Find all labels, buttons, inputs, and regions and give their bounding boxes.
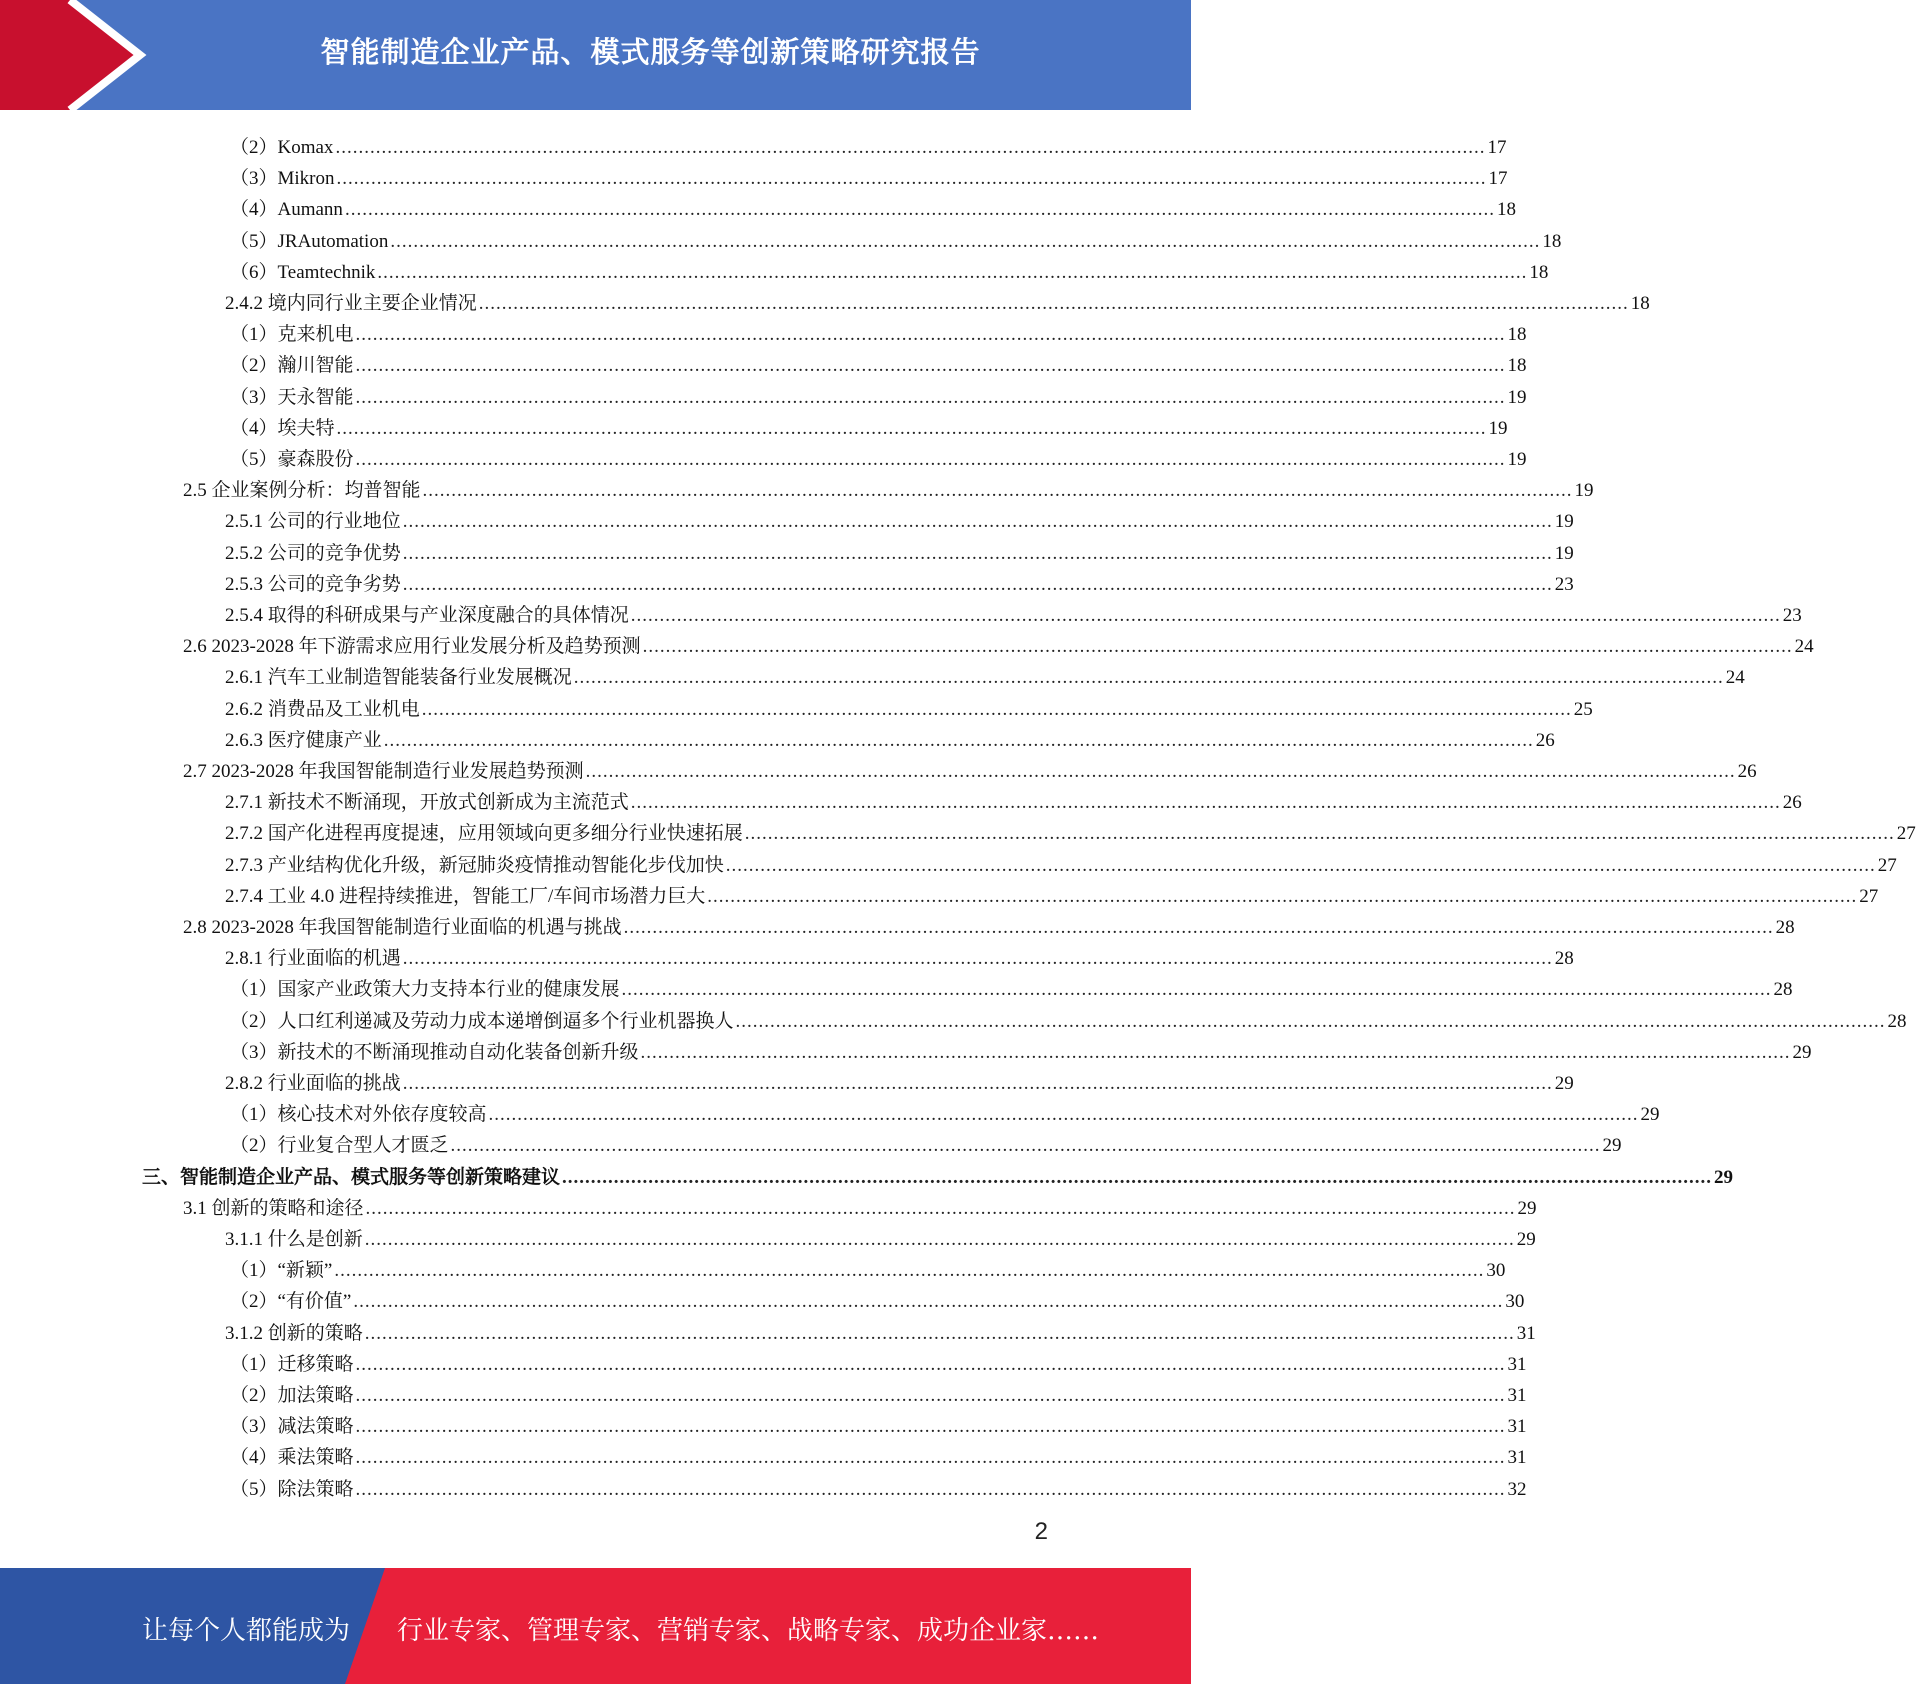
toc-leader-dots: ........................................................................................................................................................................................................	[336, 168, 1487, 190]
toc-entry-page: 29	[1516, 1229, 1536, 1250]
toc-entry-page: 27	[1896, 823, 1916, 845]
toc-leader-dots: ........................................................................................................................................................................................................	[355, 1385, 1506, 1406]
toc-entry-label: （1）国家产业政策大力支持本行业的健康发展	[230, 979, 620, 1001]
toc-entry-page: 27	[1859, 885, 1879, 907]
toc-entry[interactable]	[183, 627, 1814, 658]
toc-leader-dots: ........................................................................................................................................................................................................	[585, 761, 1736, 782]
toc-entry-label: 三、智能制造企业产品、模式服务等创新策略建议	[142, 1166, 561, 1188]
toc-entry[interactable]	[230, 128, 1507, 159]
toc-entry-label: （1）克来机电	[230, 324, 354, 346]
toc-entry-page: 18	[1507, 324, 1527, 346]
toc-entry-label: 2.4.2 境内同行业主要企业情况	[225, 293, 477, 314]
toc-entry-label: （4）乘法策略	[230, 1447, 354, 1469]
toc-entry[interactable]	[183, 752, 1757, 783]
toc-entry-page: 19	[1554, 542, 1574, 564]
toc-entry-label: （4）Aumann	[230, 199, 343, 221]
toc-entry-label: （3）新技术的不断涌现推动自动化装备创新升级	[230, 1041, 639, 1063]
toc-entry[interactable]	[225, 783, 1802, 814]
toc-entry-page: 25	[1573, 698, 1593, 720]
toc-entry-page: 19	[1488, 417, 1508, 439]
toc-entry-page: 19	[1554, 511, 1574, 533]
toc-entry-label: 2.5.1 公司的行业地位	[225, 511, 401, 533]
toc-entry-label: 2.5.4 取得的科研成果与产业深度融合的具体情况	[225, 605, 629, 626]
toc-leader-dots: ........................................................................................................................................................................................................	[355, 355, 1506, 377]
toc-entry-page: 26	[1737, 761, 1757, 782]
toc-entry[interactable]	[230, 1095, 1660, 1126]
header-arrow-decoration	[0, 0, 160, 110]
toc-entry[interactable]	[230, 409, 1508, 440]
toc-entry-page: 28	[1887, 1010, 1907, 1032]
toc-entry-label: 2.7.3 产业结构优化升级，新冠肺炎疫情推动智能化步伐加快	[225, 854, 724, 876]
toc-entry-page: 18	[1496, 199, 1516, 221]
toc-entry-label: 2.5.2 公司的竞争优势	[225, 542, 401, 564]
toc-entry-page: 28	[1773, 979, 1793, 1001]
toc-entry-label: （3）减法策略	[230, 1416, 354, 1438]
toc-entry-page: 19	[1507, 449, 1527, 470]
toc-leader-dots: ........................................................................................................................................................................................................	[402, 1073, 1553, 1094]
toc-entry-page: 29	[1517, 1197, 1537, 1219]
toc-entry-label: 2.8 2023-2028 年我国智能制造行业面临的机遇与挑战	[183, 917, 622, 938]
toc-leader-dots: ........................................................................................................................................................................................................	[364, 1229, 1515, 1250]
toc-leader-dots: ........................................................................................................................................................................................................	[573, 667, 1724, 689]
toc-entry-page: 28	[1554, 948, 1574, 970]
toc-entry-page: 31	[1507, 1416, 1527, 1438]
toc-entry-label: （2）“有价值”	[230, 1291, 352, 1313]
toc-entry[interactable]	[225, 690, 1593, 721]
toc-leader-dots: ........................................................................................................................................................................................................	[355, 324, 1506, 346]
toc-entry-page: 19	[1574, 480, 1594, 502]
toc-entry[interactable]	[225, 1314, 1536, 1345]
toc-entry-page: 31	[1516, 1322, 1536, 1344]
toc-entry-page: 31	[1507, 1385, 1527, 1406]
toc-entry[interactable]	[142, 1158, 1734, 1189]
toc-entry-label: （2）行业复合型人才匮乏	[230, 1135, 449, 1157]
toc-leader-dots: ........................................................................................................................................................................................................	[402, 542, 1553, 564]
toc-entry[interactable]	[183, 471, 1594, 502]
toc-entry[interactable]	[230, 1251, 1506, 1282]
toc-leader-dots: ........................................................................................................................................................................................................	[422, 480, 1573, 502]
toc-entry-page: 30	[1505, 1291, 1525, 1313]
toc-entry-label: （2）人口红利递减及劳动力成本递增倒逼多个行业机器换人	[230, 1010, 734, 1032]
toc-leader-dots: ........................................................................................................................................................................................................	[365, 1197, 1516, 1219]
toc-entry-page: 29	[1792, 1041, 1812, 1063]
toc-entry-page: 24	[1725, 667, 1745, 689]
toc-entry-label: （5）除法策略	[230, 1478, 354, 1500]
toc-entry-label: 2.6.1 汽车工业制造智能装备行业发展概况	[225, 667, 572, 689]
toc-entry-page: 19	[1507, 386, 1527, 408]
toc-entry-label: （2）瀚川智能	[230, 355, 354, 377]
toc-entry[interactable]	[225, 596, 1802, 627]
toc-entry[interactable]	[225, 284, 1650, 315]
toc-entry-page: 17	[1487, 137, 1507, 158]
toc-entry-page: 29	[1640, 1104, 1660, 1126]
toc-entry-label: （2）加法策略	[230, 1385, 354, 1406]
toc-entry[interactable]	[230, 970, 1793, 1001]
toc-entry[interactable]	[225, 939, 1574, 970]
toc-leader-dots: ........................................................................................................................................................................................................	[355, 1416, 1506, 1438]
toc-leader-dots: ........................................................................................................................................................................................................	[402, 573, 1553, 595]
toc-entry-label: 2.5 企业案例分析：均普智能	[183, 480, 421, 502]
toc-entry-page: 29	[1602, 1135, 1622, 1157]
toc-leader-dots: ........................................................................................................................................................................................................	[707, 885, 1858, 907]
toc-leader-dots: ........................................................................................................................................................................................................	[383, 729, 1534, 751]
toc-leader-dots: ........................................................................................................................................................................................................	[390, 230, 1541, 252]
toc-entry-label: （3）Mikron	[230, 168, 335, 190]
toc-leader-dots: ........................................................................................................................................................................................................	[630, 792, 1781, 814]
toc-entry-page: 29	[1714, 1166, 1734, 1188]
toc-entry[interactable]	[230, 253, 1549, 284]
toc-entry-label: （2）Komax	[230, 137, 334, 158]
toc-entry-page: 26	[1535, 729, 1555, 751]
toc-entry-label: 2.7 2023-2028 年我国智能制造行业发展趋势预测	[183, 761, 584, 782]
toc-entry-label: 2.6.3 医疗健康产业	[225, 729, 382, 751]
toc-leader-dots: ........................................................................................................................................................................................................	[623, 917, 1774, 938]
toc-entry[interactable]	[183, 908, 1795, 939]
toc-entry-page: 26	[1782, 792, 1802, 814]
toc-leader-dots: ........................................................................................................................................................................................................	[421, 698, 1572, 720]
header-band	[0, 0, 1191, 110]
toc-entry[interactable]	[183, 1189, 1537, 1220]
toc-entry[interactable]	[230, 222, 1562, 253]
toc-leader-dots: ........................................................................................................................................................................................................	[377, 261, 1528, 283]
toc-leader-dots: ........................................................................................................................................................................................................	[744, 823, 1895, 845]
toc-entry-page: 17	[1488, 168, 1508, 190]
toc-entry[interactable]	[230, 1126, 1622, 1157]
toc-entry[interactable]	[230, 346, 1527, 377]
toc-leader-dots: ........................................................................................................................................................................................................	[630, 605, 1781, 626]
toc-entry[interactable]	[225, 565, 1574, 596]
toc-entry-page: 18	[1507, 355, 1527, 377]
toc-entry-label: 3.1 创新的策略和途径	[183, 1197, 364, 1219]
toc-entry-page: 32	[1507, 1478, 1527, 1500]
toc-leader-dots: ........................................................................................................................................................................................................	[364, 1322, 1515, 1344]
page-number: 2	[1034, 1518, 1048, 1545]
toc-entry[interactable]	[230, 315, 1527, 346]
toc-entry-page: 31	[1507, 1447, 1527, 1469]
report-title: 智能制造企业产品、模式服务等创新策略研究报告	[320, 34, 981, 69]
toc-entry-page: 18	[1630, 293, 1650, 314]
toc-entry-page: 31	[1507, 1353, 1527, 1375]
toc-entry[interactable]	[230, 1470, 1527, 1501]
toc-leader-dots: ........................................................................................................................................................................................................	[640, 1041, 1791, 1063]
toc-leader-dots: ........................................................................................................................................................................................................	[335, 137, 1486, 158]
toc-leader-dots: ........................................................................................................................................................................................................	[353, 1291, 1504, 1313]
toc-entry-label: （5）豪森股份	[230, 449, 354, 470]
toc-entry-label: （1）“新颖”	[230, 1260, 333, 1282]
toc-leader-dots: ........................................................................................................................................................................................................	[478, 293, 1629, 314]
toc-leader-dots: ........................................................................................................................................................................................................	[642, 636, 1793, 658]
toc-entry-page: 29	[1554, 1073, 1574, 1094]
toc-entry-label: 2.7.2 国产化进程再度提速，应用领域向更多细分行业快速拓展	[225, 823, 743, 845]
toc-entry-page: 23	[1554, 573, 1574, 595]
toc-entry[interactable]	[225, 814, 1916, 845]
toc-entry-page: 27	[1877, 854, 1897, 876]
toc-leader-dots: ........................................................................................................................................................................................................	[336, 417, 1487, 439]
toc-entry-label: （6）Teamtechnik	[230, 261, 376, 283]
toc-leader-dots: ........................................................................................................................................................................................................	[355, 386, 1506, 408]
toc-entry-label: （1）核心技术对外依存度较高	[230, 1104, 487, 1126]
toc-leader-dots: ........................................................................................................................................................................................................	[355, 1447, 1506, 1469]
toc-entry-label: 2.6.2 消费品及工业机电	[225, 698, 420, 720]
toc-entry-label: 3.1.1 什么是创新	[225, 1229, 363, 1250]
toc-leader-dots: ........................................................................................................................................................................................................	[488, 1104, 1639, 1126]
toc-entry-page: 18	[1529, 261, 1549, 283]
toc-entry[interactable]	[225, 502, 1574, 533]
toc-entry-label: 3.1.2 创新的策略	[225, 1322, 363, 1344]
footer-roles: 行业专家、管理专家、营销专家、战略专家、成功企业家……	[397, 1616, 1100, 1646]
toc-leader-dots: ........................................................................................................................................................................................................	[621, 979, 1772, 1001]
toc-leader-dots: ........................................................................................................................................................................................................	[450, 1135, 1601, 1157]
toc-entry[interactable]	[225, 721, 1555, 752]
toc-leader-dots: ........................................................................................................................................................................................................	[355, 1353, 1506, 1375]
toc-entry-page: 18	[1542, 230, 1562, 252]
toc-leader-dots: ........................................................................................................................................................................................................	[735, 1010, 1886, 1032]
toc-entry-label: 2.7.1 新技术不断涌现，开放式创新成为主流范式	[225, 792, 629, 814]
toc-entry-label: （3）天永智能	[230, 386, 354, 408]
toc-entry-label: （4）埃夫特	[230, 417, 335, 439]
toc-leader-dots: ........................................................................................................................................................................................................	[402, 948, 1553, 970]
toc-entry[interactable]	[230, 190, 1516, 221]
toc-entry[interactable]	[230, 1033, 1812, 1064]
toc-entry-label: （1）迁移策略	[230, 1353, 354, 1375]
toc-entry[interactable]	[230, 1002, 1907, 1033]
toc-entry[interactable]	[230, 1376, 1527, 1407]
toc-entry-label: （5）JRAutomation	[230, 230, 389, 252]
toc-leader-dots: ........................................................................................................................................................................................................	[355, 449, 1506, 470]
toc-entry-page: 24	[1794, 636, 1814, 658]
toc-leader-dots: ........................................................................................................................................................................................................	[334, 1260, 1485, 1282]
toc-leader-dots: ........................................................................................................................................................................................................	[402, 511, 1553, 533]
toc-entry[interactable]	[230, 440, 1527, 471]
toc-leader-dots: ........................................................................................................................................................................................................	[562, 1166, 1713, 1188]
toc-leader-dots: ........................................................................................................................................................................................................	[355, 1478, 1506, 1500]
toc-entry[interactable]	[225, 877, 1879, 908]
footer-slogan: 让每个人都能成为	[142, 1616, 351, 1646]
toc-entry[interactable]	[225, 1220, 1536, 1251]
toc-leader-dots: ........................................................................................................................................................................................................	[725, 854, 1876, 876]
toc-entry-page: 28	[1775, 917, 1795, 938]
toc-entry-label: 2.7.4 工业 4.0 进程持续推进，智能工厂/车间市场潜力巨大	[225, 885, 706, 907]
toc-entry[interactable]	[225, 658, 1745, 689]
toc-entry[interactable]	[225, 534, 1574, 565]
toc-entry[interactable]	[230, 378, 1527, 409]
toc-entry-page: 23	[1782, 605, 1802, 626]
toc-entry-label: 2.6 2023-2028 年下游需求应用行业发展分析及趋势预测	[183, 636, 641, 658]
toc-entry-page: 30	[1486, 1260, 1506, 1282]
toc-entry[interactable]	[225, 1064, 1574, 1095]
toc-entry[interactable]	[230, 159, 1508, 190]
toc-entry-label: 2.5.3 公司的竞争劣势	[225, 573, 401, 595]
toc-entry-label: 2.8.1 行业面临的机遇	[225, 948, 401, 970]
toc-entry-label: 2.8.2 行业面临的挑战	[225, 1073, 401, 1094]
arrow-red-shape	[0, 0, 140, 110]
toc-entry[interactable]	[230, 1407, 1527, 1438]
toc-entry[interactable]	[230, 1282, 1525, 1313]
toc-entry[interactable]	[225, 846, 1897, 877]
toc-leader-dots: ........................................................................................................................................................................................................	[344, 199, 1495, 221]
toc-entry[interactable]	[230, 1438, 1527, 1469]
toc-entry[interactable]	[230, 1345, 1527, 1376]
